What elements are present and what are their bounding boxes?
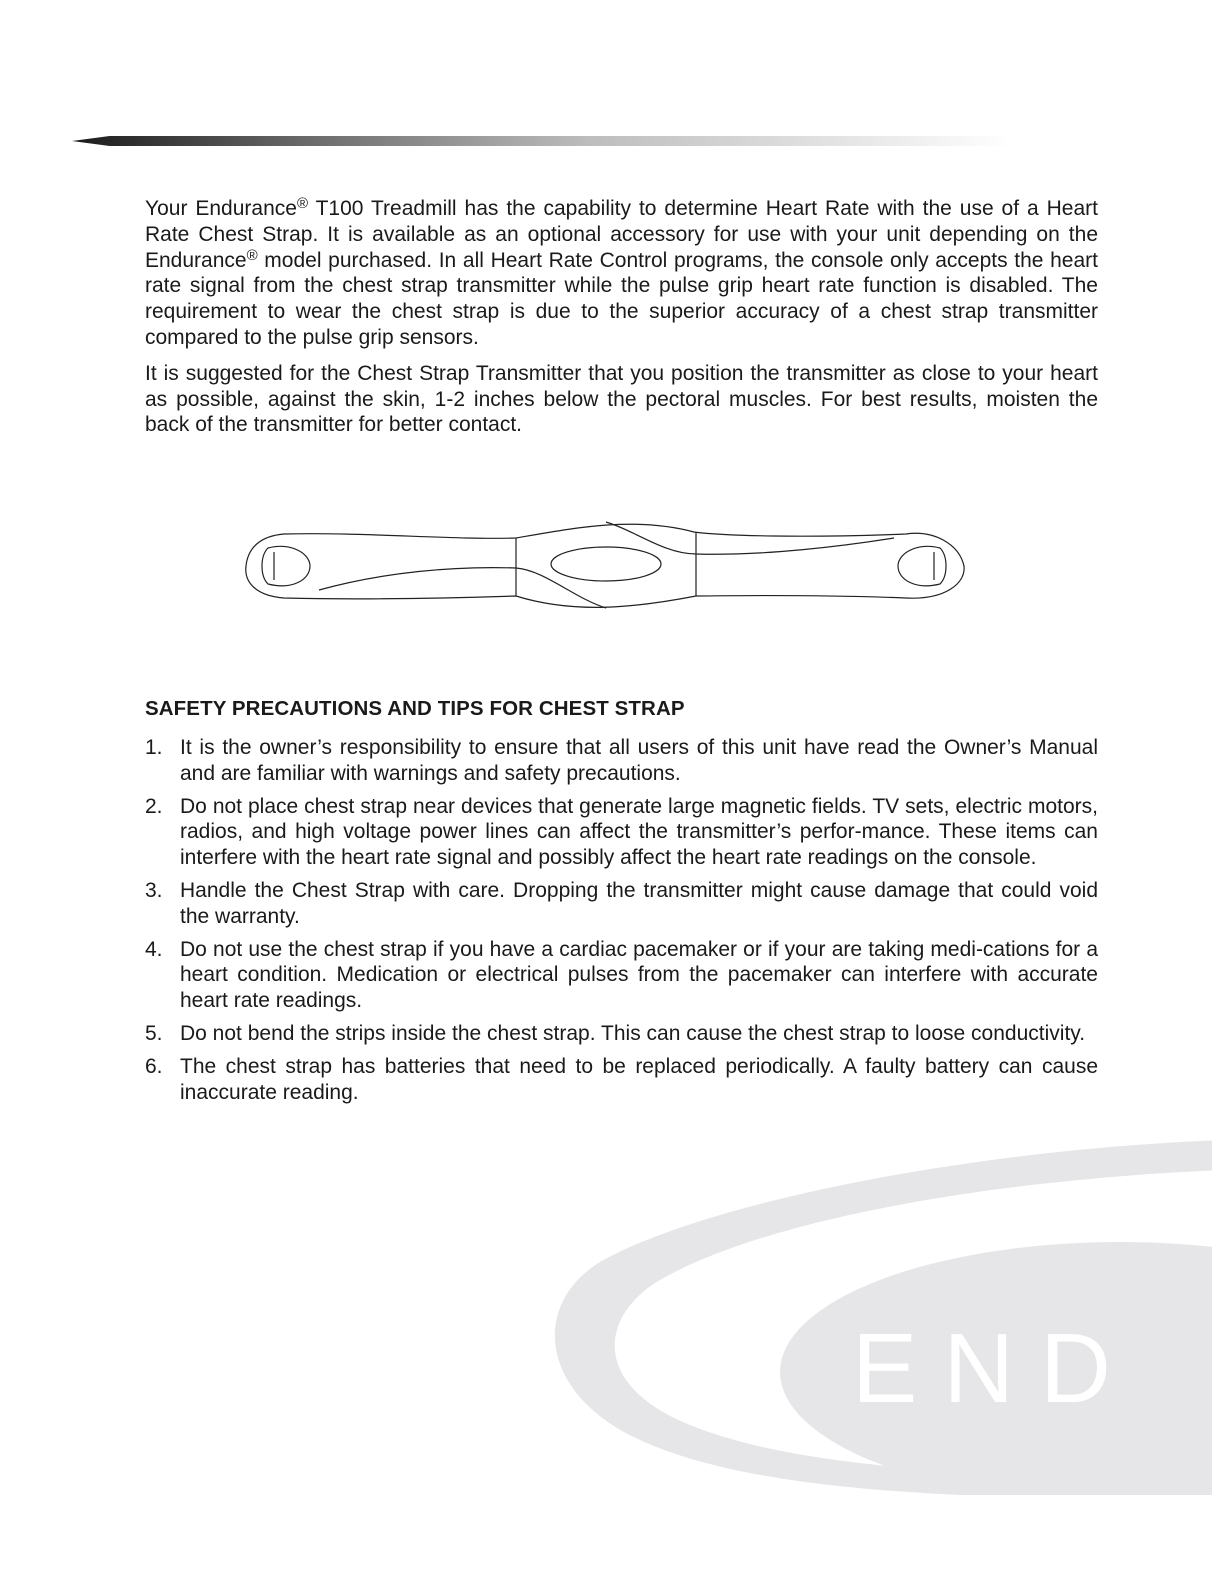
safety-item-number: 6. (145, 1054, 163, 1078)
safety-item-text: The chest strap has batteries that need to be replaced periodically. A faulty battery can cause inaccurate reading. (180, 1054, 1098, 1104)
safety-item-number: 5. (145, 1021, 163, 1045)
safety-item (145, 1021, 1098, 1047)
safety-item-text: Do not bend the strips inside the chest strap. This can cause the chest strap to loose conductivity. (180, 1021, 1086, 1045)
safety-item (145, 937, 1098, 1014)
safety-item-text: Do not use the chest strap if you have a cardiac pacemaker or if your are taking medi-cations for a heart condition. Medication or electrical pulses from the pacemaker can interfere with accurate heart rate readings. (180, 937, 1098, 1013)
watermark-text: END (852, 1313, 1137, 1423)
safety-item-number: 3. (145, 878, 163, 902)
safety-item (145, 735, 1098, 787)
safety-item-text: It is the owner’s responsibility to ensure that all users of this unit have read the Owner’s Manual and are familiar with warnings and safety precautions. (180, 736, 1098, 785)
safety-list (145, 735, 1098, 1105)
chest-strap-illustration (244, 518, 974, 614)
safety-item (145, 878, 1098, 930)
intro-paragraph-2: It is suggested for the Chest Strap Transmitter that you position the transmitter as close to your heart as possible, against the skin, 1-2 inches below the pectoral muscles. For best results, moisten the back of the transmitter for better contact. (145, 361, 1098, 437)
safety-title: SAFETY PRECAUTIONS AND TIPS FOR CHEST STRAP (145, 697, 685, 720)
safety-item-number: 2. (145, 794, 163, 818)
safety-item-number: 1. (145, 736, 163, 759)
safety-item-text: Handle the Chest Strap with care. Dropping the transmitter might cause damage that could void the warranty. (180, 878, 1098, 928)
safety-section (145, 697, 1098, 1112)
safety-item (145, 794, 1098, 871)
safety-item (145, 1054, 1098, 1106)
safety-item-number: 4. (145, 937, 163, 961)
safety-item-text: Do not place chest strap near devices that generate large magnetic fields. TV sets, electric motors, radios, and high voltage power lines can affect the transmitter’s perfor-mance. These items can interfere with the heart rate signal and possibly affect the heart rate readings on the console. (180, 794, 1098, 870)
intro-section (145, 196, 1098, 448)
intro-paragraph-1: Your Endurance® T100 Treadmill has the capability to determine Heart Rate with the use of a Heart Rate Chest Strap. It is available as an optional accessory for use with your unit depending on the Endurance® model purchased. In all Heart Rate Control programs, the console only accepts the heart rate signal from the chest strap transmitter while the pulse grip heart rate function is disabled. The requirement to wear the chest strap is due to the superior accuracy of a chest strap transmitter compared to the pulse grip sensors. (145, 195, 1098, 349)
